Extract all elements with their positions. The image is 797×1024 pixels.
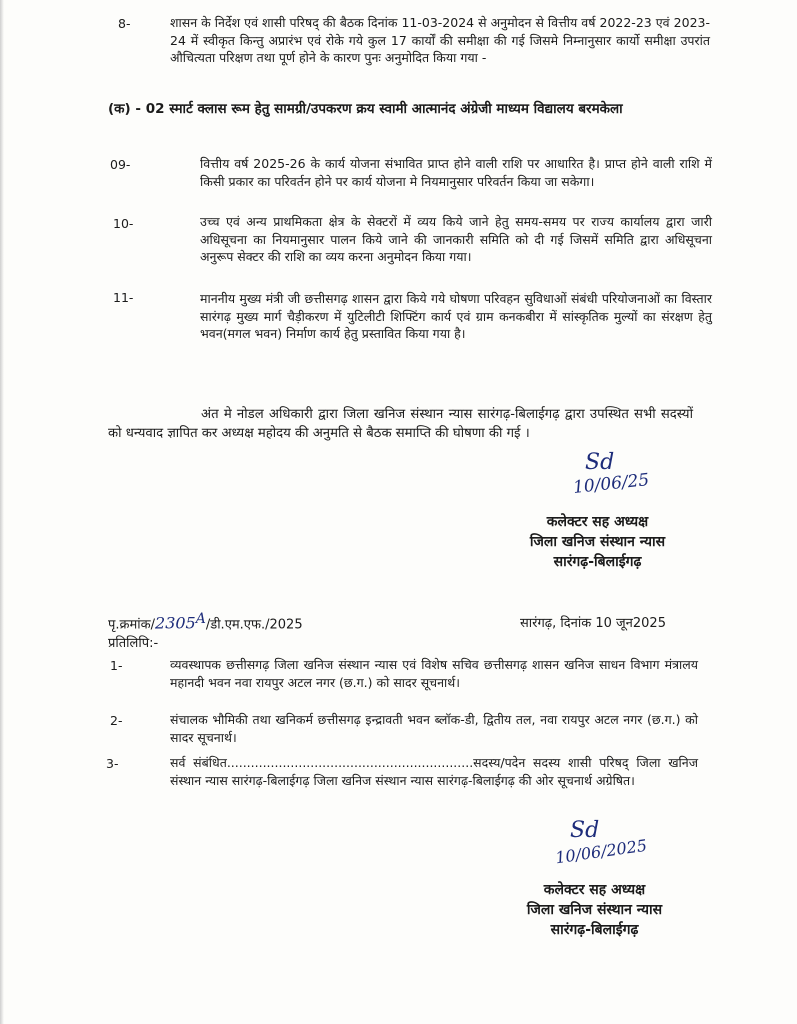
signature-1-line2: जिला खनिज संस्थान न्यास (529, 534, 666, 550)
item-10-number: 10- (113, 216, 134, 231)
ref-number: 2305 (155, 613, 196, 633)
signature-1-date: 10/06/25 (572, 470, 651, 498)
signature-2-line1: कलेक्टर सह अध्यक्ष (543, 882, 646, 898)
signature-1-line1: कलेक्टर सह अध्यक्ष (546, 514, 649, 530)
copy-1-text: व्यवस्थापक छत्तीसगढ़ जिला खनिज संस्थान न्यास एवं विशेष सचिव छत्तीसगढ़ शासन खनिज साधन विभाग मंत्रालय महानदी भवन नवा रायपुर अटल नगर (छ.ग.) को सादर सूचनार्थ। (170, 657, 698, 690)
copy-3-text: सर्व संबंधित..............................................................सदस्य/पदेन सदस्य शासी परिषद् जिला खनिज संस्थान न्यास सारंगढ़-बिलाईगढ़ जिला खनिज संस्थान न्यास सारंगढ़-बिलाईगढ़ की ओर सूचनार्थ अग्रेषित। (170, 755, 698, 788)
item-8-text: शासन के निर्देश एवं शासी परिषद् की बैठक दिनांक 11-03-2024 से अनुमोदन से वित्तीय वर्ष 2022-23 एवं 2023-24 में स्वीकृत किन्तु अप्रारंभ एवं रोके गये कुल 17 कार्यों की समीक्षा की गई जिसमे निम्नानुसार कार्यो समीक्षा उपरांत औचित्यता परिक्षण तथा पूर्ण होने के कारण पुनः अनुमोदित किया गया - (170, 15, 710, 65)
copy-1-number: 1- (110, 658, 123, 673)
item-9-number: 09- (110, 157, 131, 172)
signature-2-block (452, 880, 737, 940)
signature-2-date: 10/06/2025 (554, 835, 649, 868)
signature-2-initials: Sd (570, 818, 600, 843)
item-11-number: 11- (113, 290, 134, 305)
ref-prefix: पृ.क्रमांक/ (108, 617, 156, 633)
item-8-number: 8- (118, 16, 131, 31)
copy-2-text: संचालक भौमिकी तथा खनिकर्म छत्तीसगढ़ इन्द्रावती भवन ब्लॉक-डी, द्वितीय तल, नवा रायपुर अटल नगर (छ.ग.) को सादर सूचनार्थ। (170, 712, 698, 745)
signature-2-line2: जिला खनिज संस्थान न्यास (526, 902, 663, 918)
item-10-text: उच्च एवं अन्य प्राथमिकता क्षेत्र के सेक्टरों में व्यय किये जाने हेतु समय-समय पर राज्य कार्यालय द्वारा जारी अधिसूचना का नियमानुसार पालन किये जाने की जानकारी समिति को दी गई जिसमें समिति द्वारा अधिसूचना अनुरूप सेक्टर की राशि का व्यय करना अनुमोदन किया गया। (200, 214, 712, 264)
signature-1-block (455, 512, 740, 572)
closing-paragraph: अंत मे नोडल अधिकारी द्वारा जिला खनिज संस्थान न्यास सारंगढ़-बिलाईगढ़ द्वारा उपस्थित सभी सदस्यों को धन्यवाद ज्ञापित कर अध्यक्ष महोदय की अनुमति से बैठक समाप्ति की घोषणा की गई । (108, 407, 693, 441)
signature-2-line3: सारंगढ़-बिलाईगढ़ (550, 922, 639, 938)
item-ka-heading: (क) - 02 स्मार्ट क्लास रूम हेतु सामग्री/उपकरण क्रय स्वामी आत्मानंद अंग्रेजी माध्यम विद्यालय बरमकेला (108, 101, 623, 117)
ref-tail: /डी.एम.एफ./2025 (205, 617, 303, 633)
item-11-text: माननीय मुख्य मंत्री जी छत्तीसगढ़ शासन द्वारा किये गये घोषणा परिवहन सुविधाओं संबंधी परियोजनाओं का विस्तार सारंगढ़ मुख्य मार्ग चैड़ीकरण में युटिलीटी शिफ्टिंग कार्य एवं ग्राम कनकबीरा में सांस्कृतिक मुल्यों का संरक्षण हेतु भवन(मगल भवन) निर्माण कार्य हेतु प्रस्तावित किया गया है। (200, 291, 712, 341)
copy-3-number: 3- (106, 756, 119, 771)
ref-suffix: A (195, 611, 206, 627)
place-date: सारंगढ़, दिनांक 10 जून2025 (520, 616, 666, 631)
item-9-text: वित्तीय वर्ष 2025-26 के कार्य योजना संभावित प्राप्त होने वाली राशि पर आधारित है। प्राप्त होने वाली राशि में किसी प्रकार का परिवर्तन होने पर कार्य योजना मे नियमानुसार परिवर्तन किया जा सकेगा। (200, 156, 712, 189)
copy-2-number: 2- (110, 713, 123, 728)
signature-1-initials: Sd (585, 450, 615, 475)
scan-edge-left (0, 0, 4, 1024)
copy-label: प्रतिलिपि:- (108, 636, 159, 651)
ref-line (108, 611, 303, 632)
signature-1-line3: सारंगढ़-बिलाईगढ़ (553, 554, 642, 570)
